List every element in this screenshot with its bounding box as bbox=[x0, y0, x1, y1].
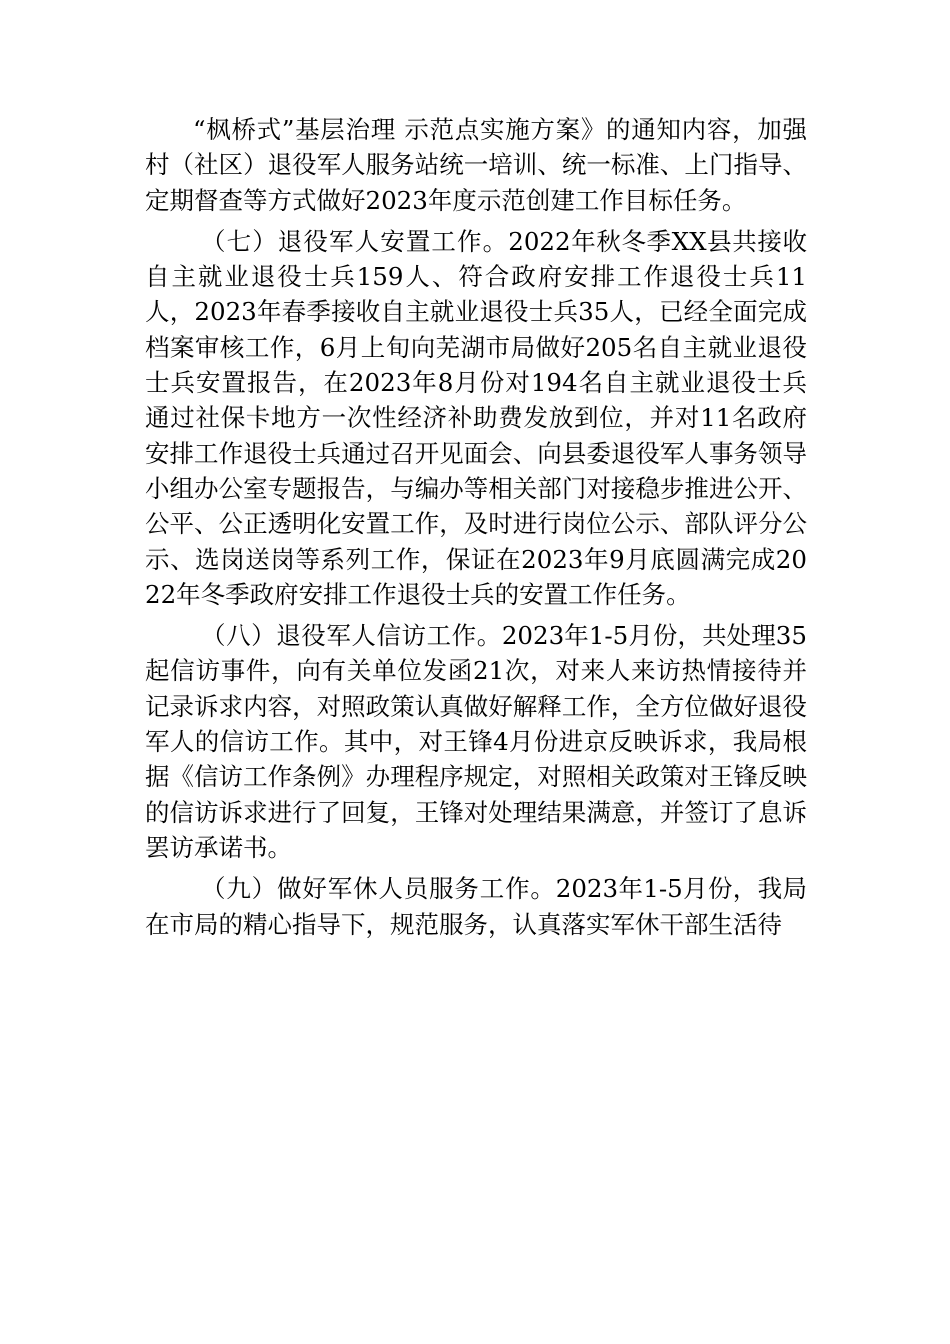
paragraph-2 bbox=[145, 224, 807, 612]
document-page bbox=[145, 112, 807, 948]
paragraph-3-text: 2023年1-5月份，共处理35起信访事件，向有关单位发函21次，对来人来访热情接待并记录诉求内容，对照政策认真做好解释工作，全方位做好退役军人的信访工作。其中，对王锋4月份进京反映诉求，我局根据《信访工作条例》办理程序规定，对照相关政策对王锋反映的信访诉求进行了回复，王锋对处理结果满意，并签订了息诉罢访承诺书。 bbox=[145, 621, 807, 862]
section-9-heading: （九）做好军休人员服务工作。 bbox=[201, 874, 556, 904]
paragraph-4-text: 2023年1-5月份，我局在市局的精心指导下，规范服务，认真落实军休干部生活待 bbox=[145, 874, 807, 939]
paragraph-3 bbox=[145, 618, 807, 865]
section-8-heading: （八）退役军人信访工作。 bbox=[201, 621, 502, 651]
paragraph-1 bbox=[145, 112, 807, 218]
paragraph-2-text: 2022年秋冬季XX县共接收自主就业退役士兵159人、符合政府安排工作退役士兵11人，2023年春季接收自主就业退役士兵35人，已经全面完成档案审核工作，6月上旬向芜湖市局做好205名自主就业退役士兵安置报告，在2023年8月份对194名自主就业退役士兵通过社保卡地方一次性经济补助费发放到位，并对11名政府安排工作退役士兵通过召开见面会、向县委退役军人事务领导小组办公室专题报告，与编办等相关部门对接稳步推进公开、公平、公正透明化安置工作，及时进行岗位公示、部队评分公示、选岗送岗等系列工作，保证在2023年9月底圆满完成2022年冬季政府安排工作退役士兵的安置工作任务。 bbox=[145, 226, 808, 609]
paragraph-4 bbox=[145, 871, 807, 942]
paragraph-1-text: “枫桥式”基层治理 示范点实施方案》的通知内容，加强村（社区）退役军人服务站统一培训、统一标准、上门指导、定期督查等方式做好2023年度示范创建工作目标任务。 bbox=[145, 115, 807, 215]
section-7-heading: （七）退役军人安置工作。 bbox=[201, 226, 509, 256]
